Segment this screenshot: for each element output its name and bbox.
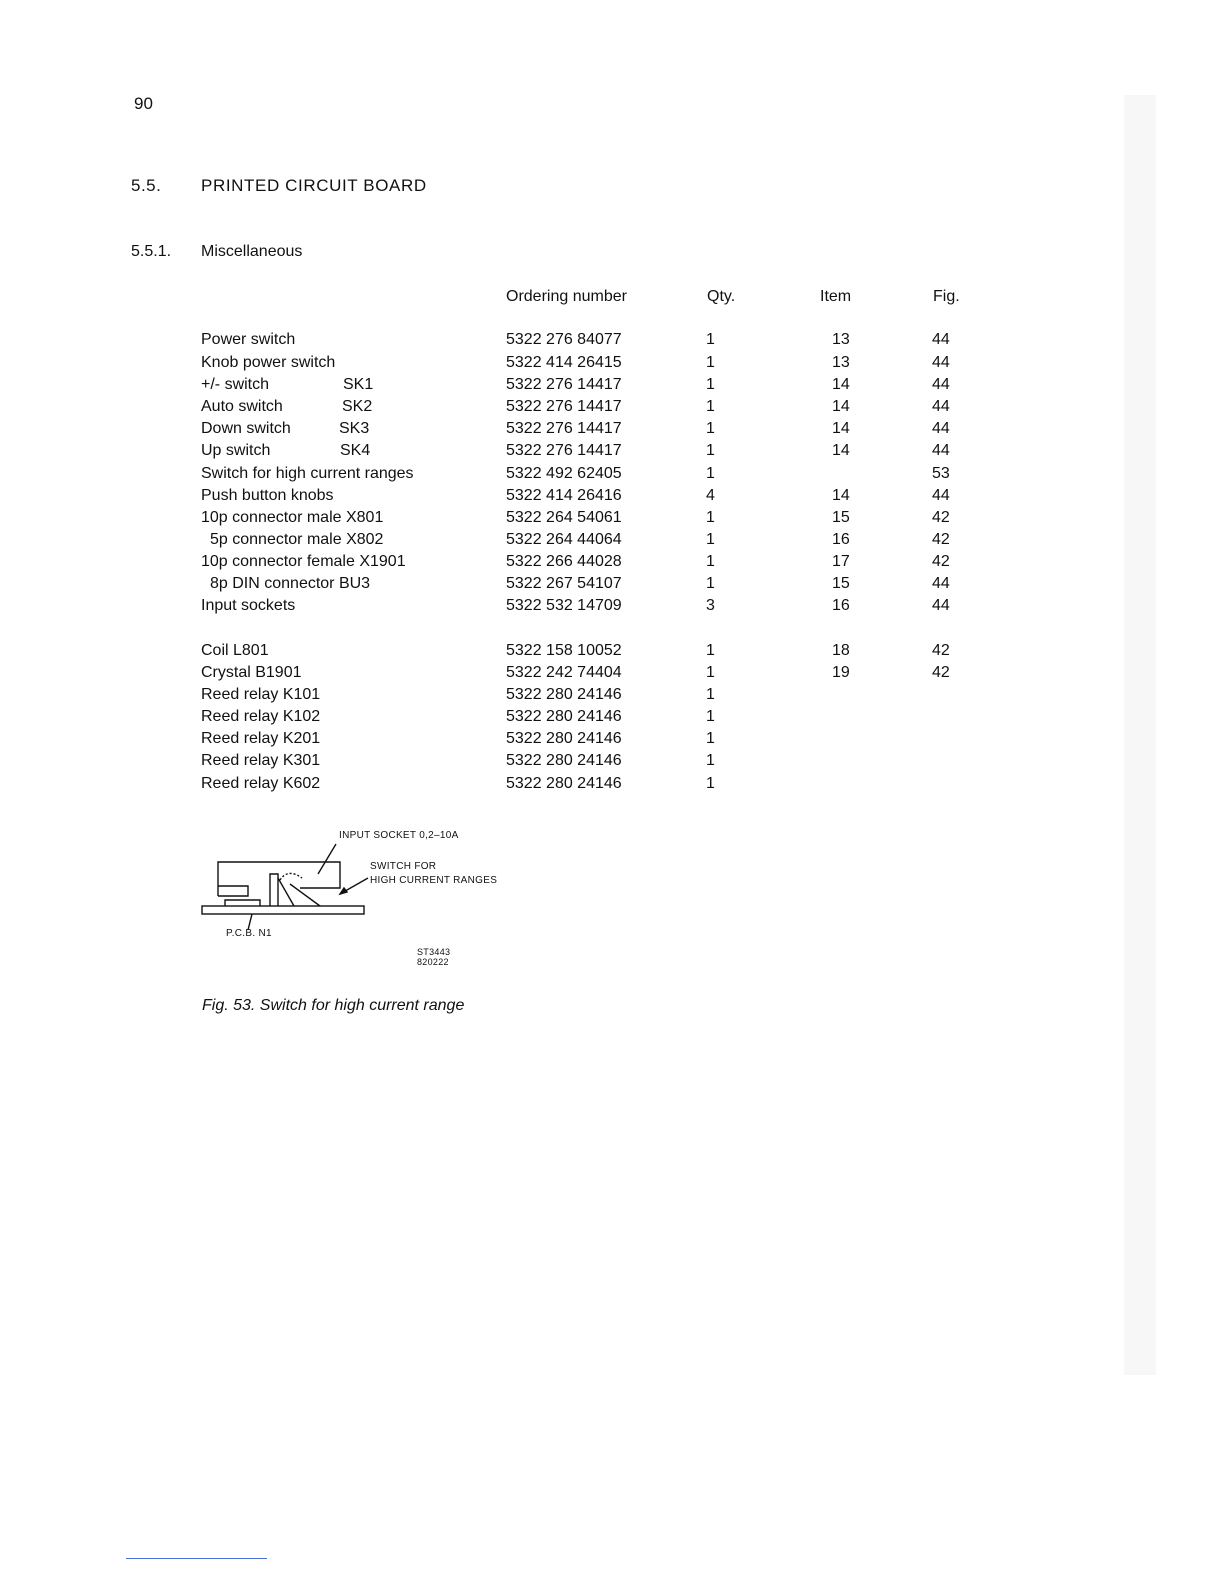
bottom-rule xyxy=(126,1558,267,1559)
figure-number: 42 xyxy=(932,553,950,570)
item-number: 14 xyxy=(832,376,850,393)
label-high-current: HIGH CURRENT RANGES xyxy=(370,875,498,886)
arrowhead xyxy=(340,888,347,894)
item-number: 13 xyxy=(832,331,850,348)
header-item: Item xyxy=(820,288,852,305)
quantity: 1 xyxy=(706,575,715,592)
ordering-number: 5322 414 26416 xyxy=(506,487,622,504)
table-row xyxy=(0,664,1224,686)
figure-number: 42 xyxy=(932,531,950,548)
part-name: 5p connector male X802 xyxy=(210,531,384,548)
header-fig: Fig. xyxy=(933,288,960,305)
header-ordering-number: Ordering number xyxy=(506,288,627,305)
quantity: 1 xyxy=(706,775,715,792)
figure-number: 44 xyxy=(932,420,950,437)
quantity: 1 xyxy=(706,442,715,459)
table-row xyxy=(0,642,1224,664)
ordering-number: 5322 280 24146 xyxy=(506,686,622,703)
item-number: 16 xyxy=(832,531,850,548)
item-number: 17 xyxy=(832,553,850,570)
figure-caption: Fig. 53. Switch for high current range xyxy=(202,997,465,1014)
quantity: 1 xyxy=(706,331,715,348)
figure-number: 44 xyxy=(932,331,950,348)
table-row xyxy=(0,376,1224,398)
item-number: 19 xyxy=(832,664,850,681)
label-drawing-code: ST3443 xyxy=(417,947,451,957)
item-number: 13 xyxy=(832,354,850,371)
leader-input-socket xyxy=(318,844,336,874)
subsection-title: Miscellaneous xyxy=(201,243,303,260)
ordering-number: 5322 280 24146 xyxy=(506,708,622,725)
part-name: Reed relay K101 xyxy=(201,686,321,703)
part-name: Auto switch xyxy=(201,398,283,415)
figure-number: 44 xyxy=(932,376,950,393)
figure-number: 42 xyxy=(932,664,950,681)
header-qty: Qty. xyxy=(707,288,736,305)
figure-number: 44 xyxy=(932,354,950,371)
switch-arc xyxy=(280,873,302,880)
switch-blade-right xyxy=(290,884,320,906)
quantity: 1 xyxy=(706,354,715,371)
table-row xyxy=(0,398,1224,420)
part-name: Reed relay K201 xyxy=(201,730,321,747)
part-name: Reed relay K102 xyxy=(201,708,321,725)
page-number: 90 xyxy=(134,94,153,113)
part-name: Crystal B1901 xyxy=(201,664,302,681)
quantity: 3 xyxy=(706,597,715,614)
table-row xyxy=(0,354,1224,376)
quantity: 1 xyxy=(706,708,715,725)
ordering-number: 5322 242 74404 xyxy=(506,664,622,681)
switch-blade xyxy=(278,878,294,906)
part-name: Switch for high current ranges xyxy=(201,465,414,482)
ordering-number: 5322 264 54061 xyxy=(506,509,622,526)
figure-number: 44 xyxy=(932,575,950,592)
table-row xyxy=(0,442,1224,464)
item-number: 14 xyxy=(832,442,850,459)
figure-number: 53 xyxy=(932,465,950,482)
item-number: 14 xyxy=(832,487,850,504)
quantity: 1 xyxy=(706,553,715,570)
part-name: Push button knobs xyxy=(201,487,334,504)
part-name: Coil L801 xyxy=(201,642,269,659)
figure-number: 44 xyxy=(932,398,950,415)
pcb-board xyxy=(202,906,364,914)
part-reference: SK2 xyxy=(342,398,373,415)
table-row xyxy=(0,331,1224,353)
quantity: 1 xyxy=(706,509,715,526)
quantity: 1 xyxy=(706,730,715,747)
part-name: Up switch xyxy=(201,442,271,459)
table-row xyxy=(0,487,1224,509)
ordering-number: 5322 280 24146 xyxy=(506,730,622,747)
item-number: 15 xyxy=(832,575,850,592)
part-name: +/- switch xyxy=(201,376,270,393)
ordering-number: 5322 492 62405 xyxy=(506,465,622,482)
item-number: 14 xyxy=(832,420,850,437)
part-reference: SK4 xyxy=(340,442,371,459)
ordering-number: 5322 280 24146 xyxy=(506,752,622,769)
switch-post xyxy=(270,874,278,906)
ordering-number: 5322 276 14417 xyxy=(506,420,622,437)
item-number: 16 xyxy=(832,597,850,614)
section-number: 5.5. xyxy=(131,176,162,195)
item-number: 14 xyxy=(832,398,850,415)
figure-number: 44 xyxy=(932,597,950,614)
part-reference: SK3 xyxy=(339,420,370,437)
quantity: 1 xyxy=(706,664,715,681)
label-pcb: P.C.B. N1 xyxy=(226,928,272,939)
quantity: 1 xyxy=(706,531,715,548)
ordering-number: 5322 267 54107 xyxy=(506,575,622,592)
part-name: Reed relay K301 xyxy=(201,752,321,769)
quantity: 1 xyxy=(706,420,715,437)
part-name: Input sockets xyxy=(201,597,296,614)
part-reference: SK1 xyxy=(343,376,374,393)
housing-step xyxy=(218,886,248,896)
table-row xyxy=(0,575,1224,597)
figure-number: 44 xyxy=(932,487,950,504)
quantity: 1 xyxy=(706,686,715,703)
foot-left xyxy=(225,900,260,906)
part-name: Power switch xyxy=(201,331,296,348)
table-row xyxy=(0,531,1224,553)
switch-diagram-drawing xyxy=(190,822,530,972)
table-row xyxy=(0,597,1224,619)
ordering-number: 5322 280 24146 xyxy=(506,775,622,792)
quantity: 1 xyxy=(706,376,715,393)
ordering-number: 5322 158 10052 xyxy=(506,642,622,659)
table-row xyxy=(0,686,1224,708)
ordering-number: 5322 276 14417 xyxy=(506,442,622,459)
table-row xyxy=(0,730,1224,752)
label-drawing-date: 820222 xyxy=(417,957,449,967)
quantity: 1 xyxy=(706,398,715,415)
part-name: Reed relay K602 xyxy=(201,775,321,792)
ordering-number: 5322 264 44064 xyxy=(506,531,622,548)
figure-number: 42 xyxy=(932,642,950,659)
table-row xyxy=(0,708,1224,730)
part-name: 10p connector female X1901 xyxy=(201,553,406,570)
ordering-number: 5322 276 14417 xyxy=(506,376,622,393)
part-name: Down switch xyxy=(201,420,291,437)
quantity: 4 xyxy=(706,487,715,504)
part-name: 8p DIN connector BU3 xyxy=(210,575,371,592)
table-row xyxy=(0,509,1224,531)
table-row xyxy=(0,420,1224,442)
item-number: 15 xyxy=(832,509,850,526)
part-name: Knob power switch xyxy=(201,354,336,371)
quantity: 1 xyxy=(706,642,715,659)
figure-53-diagram xyxy=(190,822,530,972)
ordering-number: 5322 532 14709 xyxy=(506,597,622,614)
quantity: 1 xyxy=(706,752,715,769)
label-switch-for: SWITCH FOR xyxy=(370,861,437,872)
table-row xyxy=(0,465,1224,487)
table-row xyxy=(0,553,1224,575)
table-row xyxy=(0,775,1224,797)
part-name: 10p connector male X801 xyxy=(201,509,384,526)
figure-number: 44 xyxy=(932,442,950,459)
ordering-number: 5322 414 26415 xyxy=(506,354,622,371)
ordering-number: 5322 276 14417 xyxy=(506,398,622,415)
section-title: PRINTED CIRCUIT BOARD xyxy=(201,176,427,195)
figure-number: 42 xyxy=(932,509,950,526)
table-row xyxy=(0,752,1224,774)
label-input-socket: INPUT SOCKET 0,2–10A xyxy=(339,830,459,841)
subsection-number: 5.5.1. xyxy=(131,243,172,260)
quantity: 1 xyxy=(706,465,715,482)
ordering-number: 5322 266 44028 xyxy=(506,553,622,570)
ordering-number: 5322 276 84077 xyxy=(506,331,622,348)
item-number: 18 xyxy=(832,642,850,659)
